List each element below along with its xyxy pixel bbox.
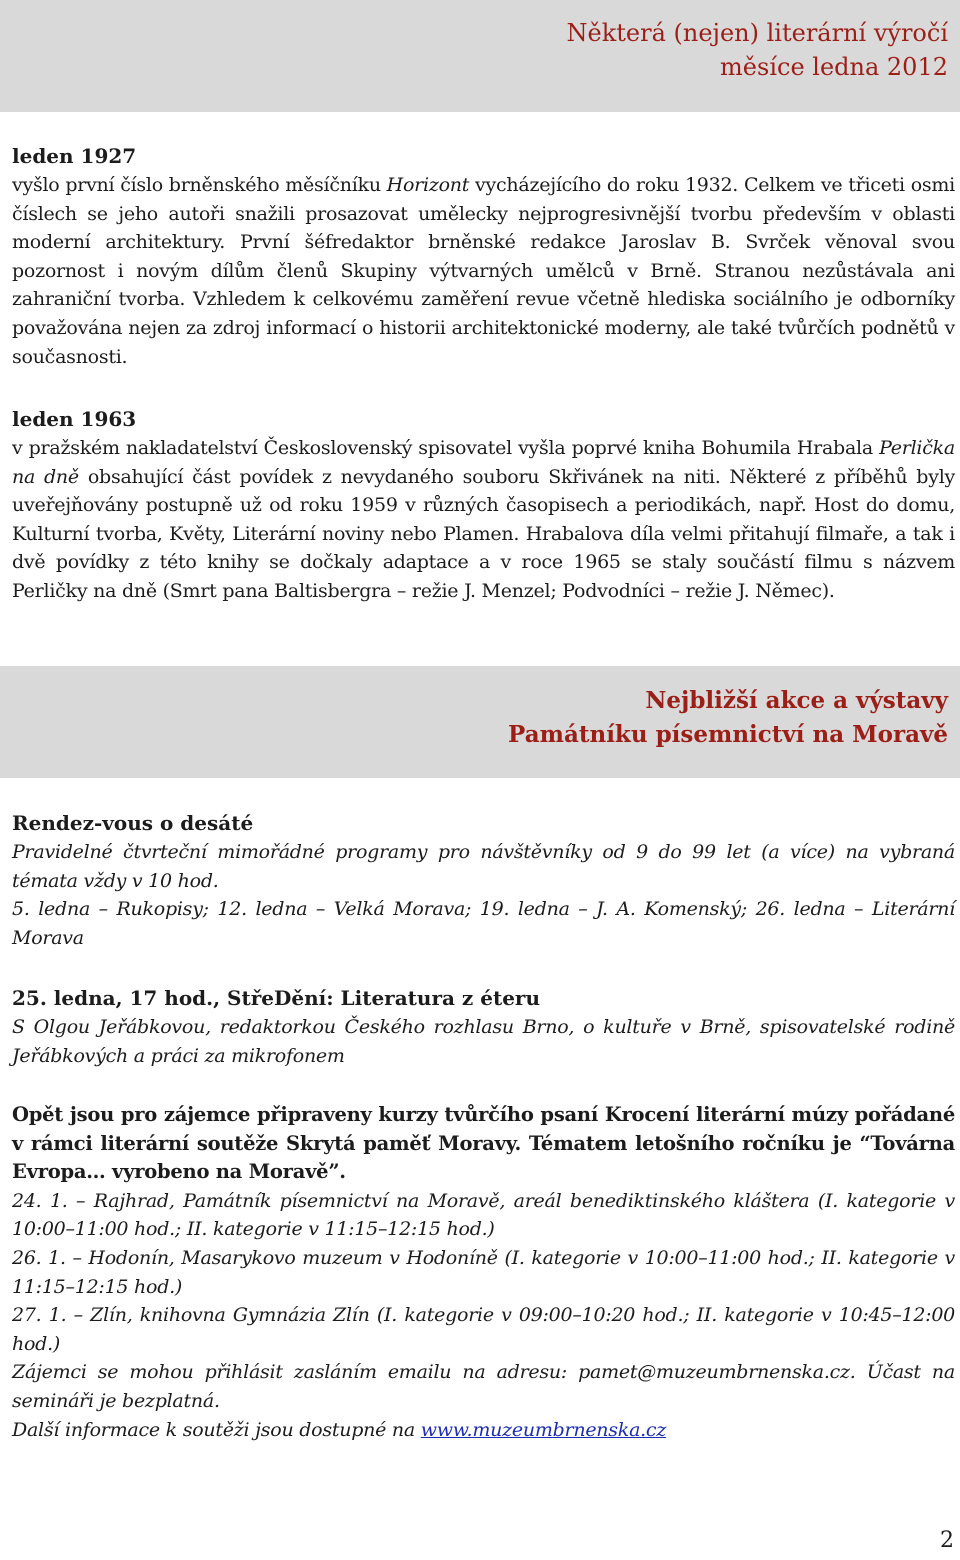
anniversary-1927	[12, 141, 955, 371]
courses-more-info	[12, 1416, 955, 1445]
course-item: 26. 1. – Hodonín, Masarykovo muzeum v Hodoníně (I. kategorie v 10:00–11:00 hod.; II. kategorie v 11:15–12:15 hod.)	[12, 1246, 955, 1298]
rendezvous-dates: 5. ledna – Rukopisy; 12. ledna – Velká Morava; 19. ledna – J. A. Komenský; 26. ledna – Literární Morava	[12, 898, 955, 949]
rendezvous-section	[12, 808, 955, 952]
museum-website-link[interactable]: www.muzeumbrnenska.cz	[420, 1418, 667, 1441]
header-band	[0, 0, 960, 112]
header-title-line2: měsíce ledna 2012	[720, 53, 948, 81]
stredeni-date: 25. ledna, 17 hod.	[12, 986, 214, 1010]
anniversary-text	[12, 434, 955, 606]
text-part: vyšlo první číslo brněnského měsíčníku	[12, 174, 387, 196]
events-title-line2: Památníku písemnictví na Moravě	[508, 721, 948, 748]
courses-title: Opět jsou pro zájemce připraveny kurzy tvůrčího psaní Krocení literární múzy pořádané v rámci literární soutěže Skrytá paměť Moravy. Tématem letošního ročníku je “Továrna Evropa… vyrobeno na Moravě”.	[12, 1103, 955, 1184]
more-info-text: Další informace k soutěži jsou dostupné na	[12, 1418, 421, 1441]
rendezvous-text: Pravidelné čtvrteční mimořádné programy pro návštěvníky od 9 do 99 let (a více) na vybraná témata vždy v 10 hod.	[12, 841, 955, 892]
page-number: 2	[940, 1528, 954, 1553]
anniversary-1963	[12, 404, 955, 606]
courses-signup: Zájemci se mohou přihlásit zasláním emailu na adresu: pamet@muzeumbrnenska.cz. Účast na semináři je bezplatná.	[12, 1361, 955, 1412]
stredeni-text: S Olgou Jeřábkovou, redaktorkou Českého rozhlasu Brno, o kultuře v Brně, spisovatelské rodině Jeřábkových a práci za mikrofonem	[12, 1016, 955, 1067]
events-title-line1: Nejbližší akce a výstavy	[645, 687, 948, 714]
stredeni-title	[12, 983, 955, 1013]
events-header-band	[0, 666, 960, 778]
anniversary-title: leden 1927	[12, 144, 137, 168]
courses-section	[12, 1101, 955, 1444]
course-item: 24. 1. – Rajhrad, Památník písemnictví na Moravě, areál benediktinského kláštera (I. kategorie v 10:00–11:00 hod.; II. kategorie v 11:15–12:15 hod.)	[12, 1189, 955, 1241]
book-title: Perlička na dně	[12, 437, 955, 488]
stredeni-name: , StřeDění: Literatura z éteru	[213, 986, 540, 1010]
header-title-line1: Některá (nejen) literární výročí	[566, 19, 948, 47]
text-part: v pražském nakladatelství Československý spisovatel vyšla poprvé kniha Bohumila Hrabala	[12, 437, 880, 459]
stredeni-section	[12, 983, 955, 1070]
course-item: 27. 1. – Zlín, knihovna Gymnázia Zlín (I. kategorie v 09:00–10:20 hod.; II. kategorie v 10:45–12:00 hod.)	[12, 1304, 955, 1355]
text-part: vycházejícího do roku 1932. Celkem ve třiceti osmi číslech se jeho autoři snažili prosazovat umělecky nejprogresivnější tvorbu především v oblasti moderní architektury. První šéfredaktor brněnské redakce Jaroslav B. Svrček věnoval svou pozornost i novým dílům členů Skupiny výtvarných umělců v Brně. Stranou nezůstávala ani zahraniční tvorba. Vzhledem k celkovému zaměření revue včetně hlediska sociálního je odborníky považována nejen za zdroj informací o historii architektonické moderny, ale také tvůrčích podnětů v současnosti.	[12, 174, 956, 368]
text-part: obsahující část povídek z nevydaného souboru Skřivánek na niti. Některé z příběhů byly uveřejňovány postupně už od roku 1959 v různých časopisech a periodikách, např. Host do domu, Kulturní tvorba, Květy, Literární noviny nebo Plamen. Hrabalova díla velmi přitahují filmaře, a tak i dvě povídky z této knihy se dočkaly adaptace a v roce 1965 se staly součástí filmu s názvem Perličky na dně (Smrt pana Baltisbergra – režie J. Menzel; Podvodníci – režie J. Němec).	[12, 465, 956, 602]
rendezvous-title: Rendez-vous o desáté	[12, 811, 254, 835]
magazine-title: Horizont	[386, 174, 470, 196]
anniversary-title: leden 1963	[12, 407, 137, 431]
anniversary-text	[12, 171, 955, 371]
